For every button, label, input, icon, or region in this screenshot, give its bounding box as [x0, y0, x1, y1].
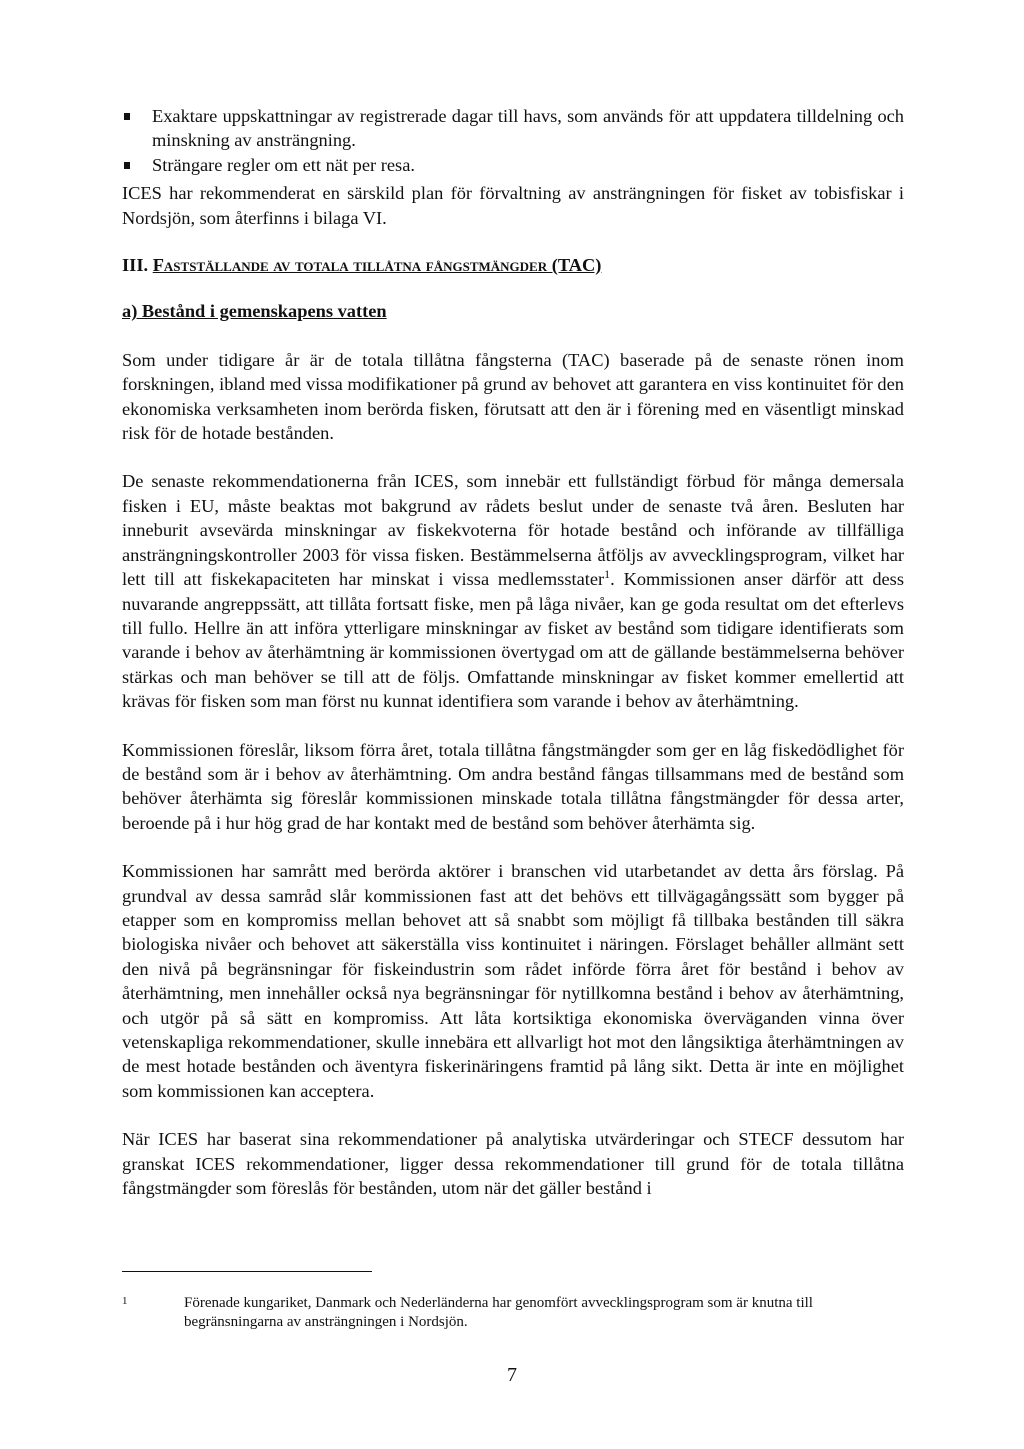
section-heading	[122, 253, 904, 277]
footnote	[122, 1294, 904, 1332]
paragraph-2-text-before-note: De senaste rekommendationerna från ICES, som innebär ett fullständigt förbud för många demersala fisken i EU, måste beaktas mot bakgrund av rådets beslut under de senaste två åren. Besluten har inneburit avsevärda minskningar av fiskekvoterna för hotade bestånd och införande av tillfälliga ansträngningskontroller 2003 för vissa fisken. Bestämmelserna åtföljs av avvecklingsprogram, vilket har lett till att fiskekapaciteten har minskat i vissa medlemsstater	[122, 471, 904, 590]
paragraph-2-text-after-note: . Kommissionen anser därför att dess nuvarande angreppssätt, att tillåta fortsatt fiske, men på låga nivåer, kan ge goda resultat om det efterlevs till fullo. Hellre än att införa ytterligare minskningar av fisket av bestånd som tidigare identifierats som varande i behov av återhämtning är kommissionen övertygad om att de gällande bestämmelserna behöver stärkas och man behöver se till att de följs. Omfattande minskningar av fisket kommer emellertid att krävas för fisken som man först nu kunnat identifiera som varande i behov av återhämtning.	[122, 569, 904, 712]
footnote-text: Förenade kungariket, Danmark och Nederländerna har genomfört avvecklingsprogram som är knutna till begränsningarna av ansträngningen i Nordsjön.	[184, 1295, 813, 1330]
footnote-divider	[122, 1271, 372, 1272]
bullet-text: Exaktare uppskattningar av registrerade dagar till havs, som används för att uppdatera tilldelning och minskning av ansträngning.	[152, 106, 904, 151]
paragraph-1: Som under tidigare år är de totala tillåtna fångsterna (TAC) baserade på de senaste rönen inom forskningen, ibland med vissa modifikationer på grund av behovet att garantera en viss kontinuitet för den ekonomiska verksamheten inom berörda fisken, förutsatt att den är i förening med en väsentligt minskad risk för de hotade bestånden.	[122, 349, 904, 444]
page-number: 7	[507, 1364, 517, 1386]
document-page	[122, 104, 904, 1200]
paragraph-2	[122, 469, 904, 713]
square-bullet-icon	[124, 162, 130, 169]
paragraph-4: Kommissionen har samrått med berörda aktörer i branschen vid utarbetandet av detta års förslag. På grundval av dessa samråd slår kommissionen fast att det behövs ett tillvägagångssätt som bygger på etapper som en kompromiss mellan behovet att så snabbt som möjligt få tillbaka bestånden till säkra biologiska nivåer och behovet att säkerställa viss kontinuitet i näringen. Förslaget behåller allmänt sett den nivå på begränsningar för fiskeindustrin som rådet införde förra året för bestånd i behov av återhämtning, men innehåller också nya begränsningar för nytillkomna bestånd i behov av återhämtning, och utgör på så sätt en kompromiss. Att låta kortsiktiga ekonomiska överväganden vinna över vetenskapliga rekommendationer, skulle innebära ett allvarligt hot mot den långsiktiga återhämtningen av de mest hotade bestånden och äventyra fiskerinäringens framtid på lång sikt. Detta är inte en möjlighet som kommissionen kan acceptera.	[122, 861, 904, 1101]
paragraph-5: När ICES har baserat sina rekommendationer på analytiska utvärderingar och STECF dessutom har granskat ICES rekommendationer, ligger dessa rekommendationer till grund för de totala tillåtna fångstmängder som föreslås för bestånden, utom när det gäller bestånd i	[122, 1129, 904, 1199]
paragraph-3: Kommissionen föreslår, liksom förra året, totala tillåtna fångstmängder som ger en låg fiskedödlighet för de bestånd som är i behov av återhämtning. Om andra bestånd fångas tillsammans med de bestånd som behöver återhämta sig föreslår kommissionen minskade totala tillåtna fångstmängder för dessa arter, beroende på i hur hög grad de har kontakt med de bestånd som behöver återhämta sig.	[122, 739, 904, 833]
square-bullet-icon	[124, 113, 130, 120]
footnote-number: 1	[122, 1295, 128, 1307]
section-number: III.	[122, 255, 149, 276]
list-item	[122, 104, 904, 153]
bullet-text: Strängare regler om ett nät per resa.	[152, 154, 415, 175]
subheading: a) Bestånd i gemenskapens vatten	[122, 301, 387, 322]
footnote-reference: 1	[604, 567, 611, 582]
section-title: Fastställande av totala tillåtna fångstmängder (TAC)	[152, 255, 602, 276]
bullet-list	[122, 104, 904, 177]
intro-paragraph: ICES har rekommenderat en särskild plan för förvaltning av ansträngningen för fisket av tobisfiskar i Nordsjön, som återfinns i bilaga VI.	[122, 183, 904, 228]
list-item	[122, 153, 904, 177]
